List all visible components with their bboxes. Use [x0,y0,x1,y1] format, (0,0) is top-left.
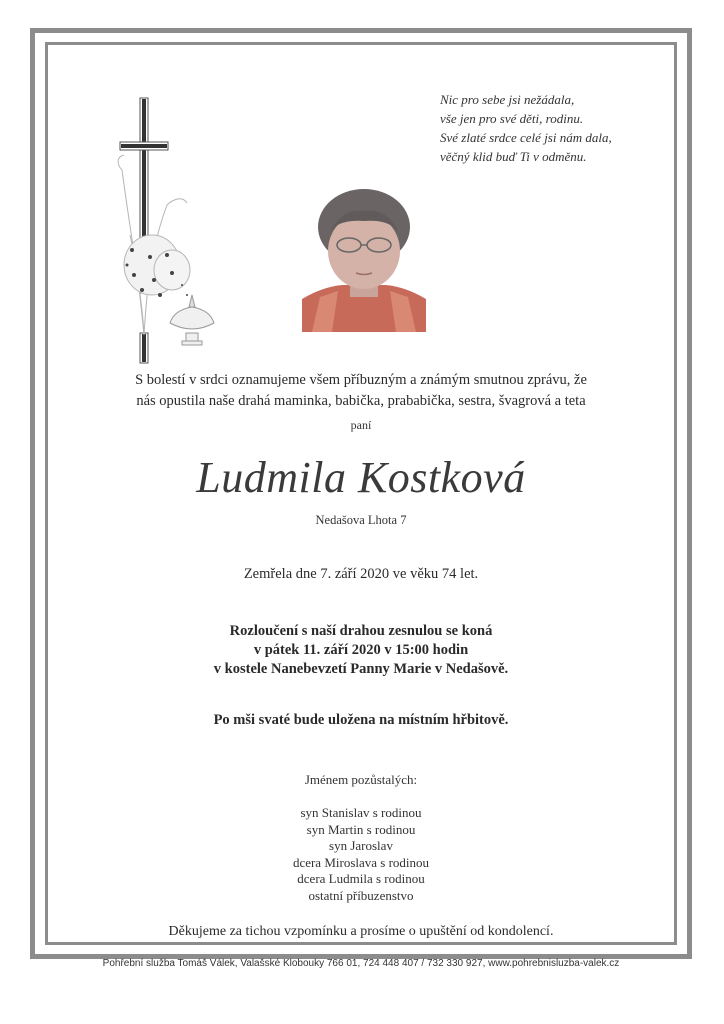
announcement-line: nás opustila naše drahá maminka, babička, prababička, sestra, švagrová a teta [136,393,586,409]
mourner-item: dcera Ludmila s rodinou [297,871,425,886]
ceremony-line: v pátek 11. září 2020 v 15:00 hodin [253,642,469,658]
burial-info: Po mši svaté bude uložena na místním hřbitově. [213,712,509,728]
lamp-icon [170,295,214,345]
thanks-note: Děkujeme za tichou vzpomínku a prosíme o upuštění od kondolencí. [168,924,554,939]
mourners-list [45,805,677,904]
mourner-item: syn Martin s rodinou [306,821,416,837]
ceremony-line: v kostele Nanebevzetí Panny Marie v Nedašově. [213,661,509,677]
deceased-address: Nedašova Lhota 7 [315,513,407,527]
announcement [45,370,677,412]
cross-icon [120,98,168,363]
deceased-portrait-photo [302,187,426,332]
mourners-title: Jménem pozůstalých: [304,772,418,787]
poem-line: věčný klid buď Ti v odměnu. [440,149,587,164]
death-info: Zemřela dne 7. září 2020 ve věku 74 let. [243,566,479,582]
salutation: paní [350,418,372,432]
mourner-item: ostatní příbuzenstvo [308,887,414,903]
poem-line: vše jen pro své děti, rodinu. [440,111,584,126]
lilies-icon [118,155,190,335]
announcement-line: S bolestí v srdci oznamujeme všem příbuzným a známým smutnou zprávu, že [135,372,587,388]
deceased-name: Ludmila Kostková [196,453,526,502]
ceremony-info [45,622,677,679]
cross-with-lilies-and-lamp-icon [112,95,222,365]
ceremony-line: Rozloučení s naší drahou zesnulou se koná [229,623,493,639]
mourner-item: syn Stanislav s rodinou [300,805,422,820]
poem [440,90,612,166]
poem-line: Své zlaté srdce celé jsi nám dala, [440,130,612,145]
mourner-item: dcera Miroslava s rodinou [292,854,430,870]
mourner-item: syn Jaroslav [329,838,393,853]
funeral-service-footer: Pohřební služba Tomáš Válek, Valašské Klobouky 766 01, 724 448 407 / 732 330 927, www.pohrebnisluzba-valek.cz [102,958,620,969]
poem-line: Nic pro sebe jsi nežádala, [440,92,575,107]
